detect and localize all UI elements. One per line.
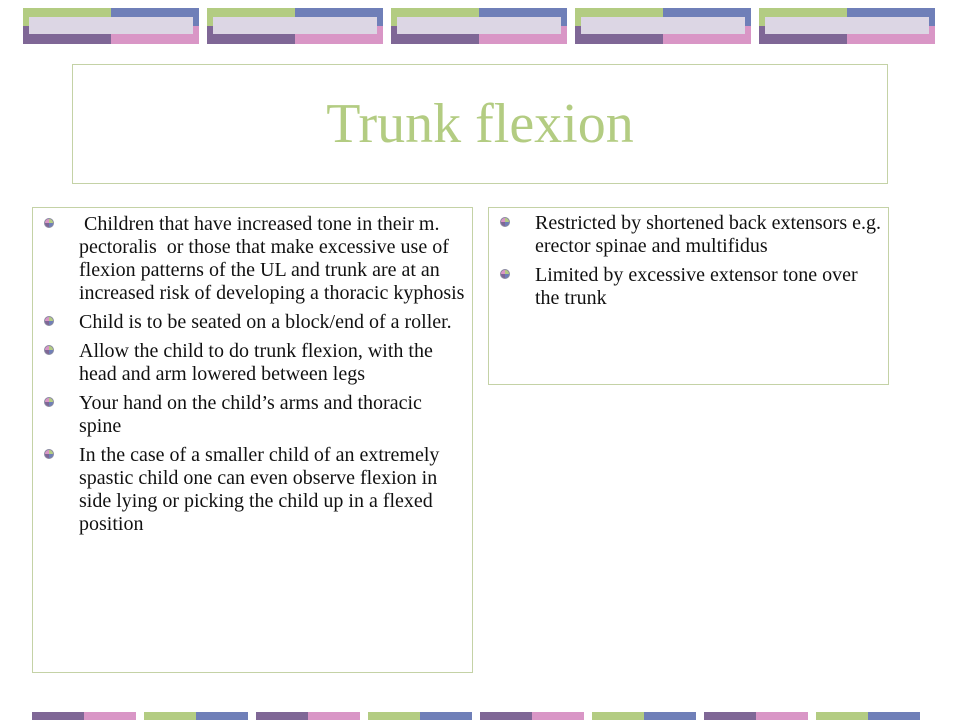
bottom-decoration — [0, 712, 960, 720]
bullet-icon — [44, 316, 54, 326]
list-item — [489, 264, 882, 310]
bullet-text: Allow the child to do trunk flexion, with the head and arm lowered between legs — [79, 340, 433, 385]
list-item — [489, 212, 882, 258]
list-item — [33, 444, 466, 536]
decor-segment — [644, 712, 696, 720]
decor-segment — [532, 712, 584, 720]
decor-segment — [368, 712, 420, 720]
decor-segment — [84, 712, 136, 720]
title-box — [72, 64, 888, 184]
decor-segment — [480, 712, 532, 720]
decor-segment — [32, 712, 84, 720]
decor-segment — [756, 712, 808, 720]
bullet-text: Your hand on the child’s arms and thoracic spine — [79, 392, 422, 437]
decor-segment — [308, 712, 360, 720]
decor-segment — [868, 712, 920, 720]
decor-segment — [816, 712, 868, 720]
decor-block — [575, 8, 751, 44]
list-item — [33, 311, 466, 334]
decor-segment — [256, 712, 308, 720]
bullet-icon — [500, 269, 510, 279]
bullet-text: Restricted by shortened back extensors e.g. erector spinae and multifidus — [535, 212, 882, 257]
bullet-icon — [44, 449, 54, 459]
bullet-icon — [44, 345, 54, 355]
left-content-panel — [32, 207, 473, 673]
decor-segment — [420, 712, 472, 720]
right-bullet-list — [489, 208, 888, 310]
bullet-text: Children that have increased tone in their m. pectoralis or those that make excessive use of flexion patterns of the UL and trunk are at an increased risk of developing a thoracic kyphosis — [79, 213, 465, 304]
bullet-text: Limited by excessive extensor tone over the trunk — [535, 264, 858, 309]
decor-block — [207, 8, 383, 44]
bullet-icon — [44, 397, 54, 407]
list-item — [33, 213, 466, 305]
decor-segment — [144, 712, 196, 720]
decor-block — [391, 8, 567, 44]
decor-segment — [704, 712, 756, 720]
decor-segment — [592, 712, 644, 720]
list-item — [33, 340, 466, 386]
bullet-text: In the case of a smaller child of an extremely spastic child one can even observe flexion in side lying or picking the child up in a flexed position — [79, 444, 440, 535]
bullet-icon — [500, 217, 510, 227]
decor-block — [23, 8, 199, 44]
list-item — [33, 392, 466, 438]
decor-segment — [196, 712, 248, 720]
right-content-panel — [488, 207, 889, 385]
bullet-icon — [44, 218, 54, 228]
bullet-text: Child is to be seated on a block/end of a roller. — [79, 311, 452, 333]
top-decoration — [0, 8, 960, 44]
slide-title: Trunk flexion — [326, 93, 634, 155]
left-bullet-list — [33, 208, 472, 536]
decor-block — [759, 8, 935, 44]
